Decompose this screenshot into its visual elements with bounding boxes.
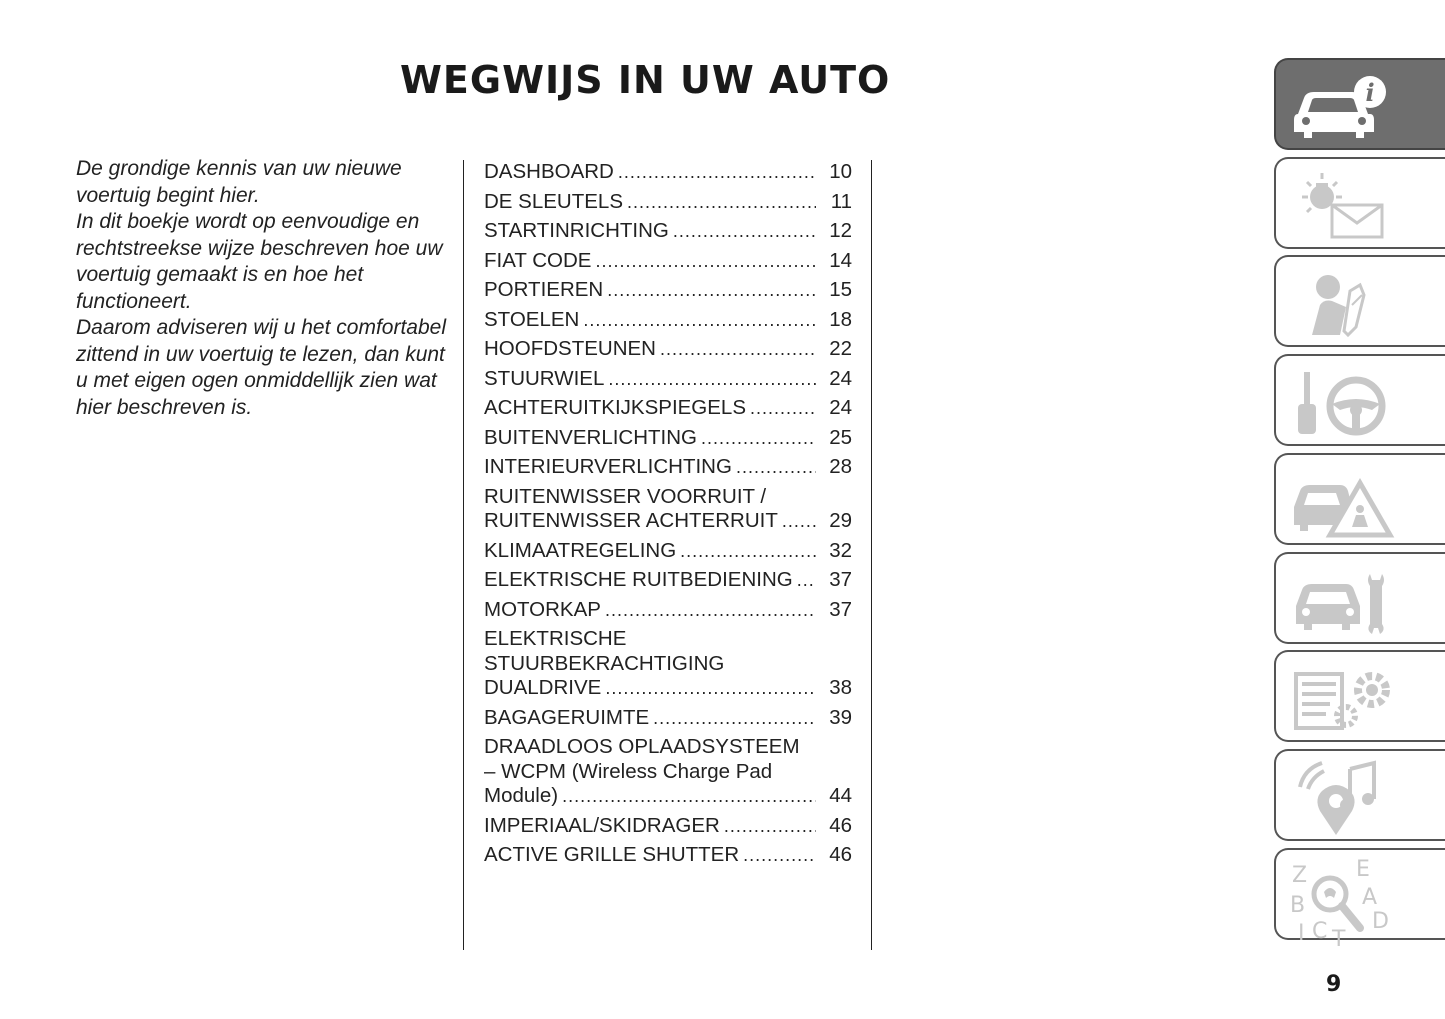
toc-entry[interactable] bbox=[484, 485, 852, 534]
toc-entry-page: 10 bbox=[829, 160, 852, 183]
toc-dot-leader bbox=[583, 308, 816, 333]
toc-entry-label: PORTIEREN bbox=[484, 278, 604, 301]
toc-entry-page: 46 bbox=[829, 813, 852, 837]
toc-dot-leader bbox=[680, 539, 816, 564]
toc-entry-page: 24 bbox=[829, 396, 852, 419]
toc-entry[interactable] bbox=[484, 814, 852, 839]
toc-dot-leader bbox=[750, 396, 816, 421]
toc-entry-line: ELEKTRISCHE bbox=[484, 627, 627, 650]
toc-entry[interactable] bbox=[484, 568, 852, 593]
toc-entry-line: RUITENWISSER VOORRUIT / bbox=[484, 484, 767, 508]
toc-entry[interactable] bbox=[484, 278, 852, 303]
index-letter: D bbox=[1372, 909, 1389, 934]
column-divider bbox=[463, 160, 464, 950]
toc-entry-page: 28 bbox=[829, 455, 852, 478]
tab-index[interactable] bbox=[1274, 848, 1445, 948]
index-letter: A bbox=[1362, 885, 1378, 910]
car-maintenance-icon bbox=[1290, 562, 1400, 638]
toc-entry-label: KLIMAATREGELING bbox=[484, 538, 677, 562]
toc-entry[interactable] bbox=[484, 627, 852, 701]
toc-dot-leader bbox=[736, 455, 816, 480]
toc-entry[interactable] bbox=[484, 219, 852, 244]
toc-entry[interactable] bbox=[484, 190, 852, 215]
intro-paragraph: In dit boekje wordt op eenvoudige en rechtstreekse wijze beschreven hoe uw voertuig gemaakt is en hoe het functioneert. bbox=[76, 210, 443, 313]
toc-entry-page: 22 bbox=[829, 337, 852, 360]
toc-entry-label: MOTORKAP bbox=[484, 597, 601, 621]
toc-entry-page: 24 bbox=[829, 366, 852, 390]
toc-entry-label: BUITENVERLICHTING bbox=[484, 425, 697, 449]
tab-technical-data[interactable] bbox=[1274, 650, 1445, 742]
toc-dot-leader bbox=[608, 367, 816, 392]
toc-dot-leader bbox=[562, 784, 816, 809]
svg-text:i: i bbox=[1365, 78, 1375, 107]
toc-entry-page: 12 bbox=[829, 219, 852, 242]
tab-warning-lights[interactable] bbox=[1274, 157, 1445, 249]
toc-entry[interactable] bbox=[484, 539, 852, 564]
toc-entry-line: – WCPM (Wireless Charge Pad bbox=[484, 759, 773, 783]
toc-entry[interactable] bbox=[484, 735, 852, 809]
toc-dot-leader bbox=[724, 814, 816, 839]
index-letter: E bbox=[1356, 858, 1370, 882]
toc-dot-leader bbox=[743, 843, 816, 868]
index-letter: B bbox=[1290, 893, 1306, 918]
toc-entry[interactable] bbox=[484, 455, 852, 480]
toc-dot-leader bbox=[660, 337, 816, 362]
toc-entry-label: RUITENWISSER ACHTERRUIT bbox=[484, 509, 778, 532]
tab-safety[interactable] bbox=[1274, 255, 1445, 347]
toc-entry-label: Module) bbox=[484, 784, 559, 807]
tab-emergency[interactable] bbox=[1274, 453, 1445, 545]
index-letter: I bbox=[1298, 921, 1305, 946]
toc-entry-line: DRAADLOOS OPLAADSYSTEEM bbox=[484, 735, 800, 758]
toc-dot-leader bbox=[673, 219, 816, 244]
alphabetical-index-icon bbox=[1290, 858, 1400, 948]
toc-dot-leader bbox=[595, 249, 816, 274]
toc-entry[interactable] bbox=[484, 367, 852, 392]
toc-entry-line: STUURBEKRACHTIGING bbox=[484, 651, 725, 675]
table-of-contents bbox=[484, 160, 852, 873]
toc-entry-label: STOELEN bbox=[484, 307, 580, 331]
toc-dot-leader bbox=[607, 278, 816, 303]
emergency-triangle-icon bbox=[1290, 463, 1400, 539]
toc-entry-label: FIAT CODE bbox=[484, 248, 592, 272]
toc-entry[interactable] bbox=[484, 706, 852, 731]
toc-entry-label: STARTINRICHTING bbox=[484, 219, 669, 242]
toc-entry[interactable] bbox=[484, 843, 852, 868]
toc-entry-page: 14 bbox=[829, 248, 852, 272]
toc-dot-leader bbox=[605, 598, 816, 623]
toc-entry-label: IMPERIAAL/SKIDRAGER bbox=[484, 813, 720, 837]
toc-entry[interactable] bbox=[484, 426, 852, 451]
toc-entry[interactable] bbox=[484, 308, 852, 333]
index-letter: C bbox=[1312, 919, 1328, 944]
tab-car-info[interactable] bbox=[1274, 58, 1445, 150]
toc-entry[interactable] bbox=[484, 249, 852, 274]
tab-starting-driving[interactable] bbox=[1274, 354, 1445, 446]
toc-entry-page: 38 bbox=[829, 676, 852, 699]
toc-entry[interactable] bbox=[484, 337, 852, 362]
toc-dot-leader bbox=[653, 706, 816, 731]
toc-entry[interactable] bbox=[484, 598, 852, 623]
toc-entry-label: DE SLEUTELS bbox=[484, 189, 623, 213]
safety-airbag-icon bbox=[1290, 265, 1400, 341]
warning-lights-icon bbox=[1290, 167, 1400, 243]
toc-entry-label: ACHTERUITKIJKSPIEGELS bbox=[484, 396, 747, 419]
toc-entry-label: ACTIVE GRILLE SHUTTER bbox=[484, 843, 740, 866]
toc-entry-page: 44 bbox=[829, 784, 852, 807]
multimedia-icon bbox=[1290, 759, 1400, 835]
intro-paragraph: Daarom adviseren wij u het comfortabel zittend in uw voertuig te lezen, dan kunt u met eigen ogen onmiddellijk zien wat hier beschreven is. bbox=[76, 316, 447, 419]
toc-entry-label: ELEKTRISCHE RUITBEDIENING bbox=[484, 568, 793, 591]
toc-entry-page: 37 bbox=[829, 568, 852, 591]
column-divider bbox=[871, 160, 872, 950]
toc-entry-label: HOOFDSTEUNEN bbox=[484, 337, 656, 360]
toc-dot-leader bbox=[627, 190, 816, 215]
toc-entry-page: 46 bbox=[829, 843, 852, 866]
toc-dot-leader bbox=[797, 568, 816, 593]
intro-paragraph: De grondige kennis van uw nieuwe voertuig begint hier. bbox=[76, 157, 402, 207]
toc-dot-leader bbox=[605, 676, 816, 701]
toc-entry-page: 18 bbox=[829, 307, 852, 331]
toc-entry-page: 15 bbox=[829, 278, 852, 301]
page-title: WEGWIJS IN UW AUTO bbox=[400, 58, 891, 102]
toc-entry[interactable] bbox=[484, 160, 852, 185]
tab-maintenance[interactable] bbox=[1274, 552, 1445, 644]
toc-entry-page: 11 bbox=[830, 189, 852, 213]
page-number: 9 bbox=[1326, 972, 1342, 997]
toc-entry[interactable] bbox=[484, 396, 852, 421]
index-letter: T bbox=[1332, 927, 1346, 948]
toc-entry-page: 32 bbox=[829, 538, 852, 562]
toc-entry-page: 37 bbox=[829, 597, 852, 621]
toc-entry-label: INTERIEURVERLICHTING bbox=[484, 455, 732, 478]
toc-entry-label: DASHBOARD bbox=[484, 160, 614, 183]
key-steering-wheel-icon bbox=[1290, 364, 1400, 440]
toc-entry-page: 39 bbox=[829, 705, 852, 729]
toc-entry-page: 29 bbox=[829, 509, 852, 532]
toc-dot-leader bbox=[701, 426, 816, 451]
toc-entry-label: STUURWIEL bbox=[484, 366, 605, 390]
toc-entry-label: BAGAGERUIMTE bbox=[484, 705, 650, 729]
toc-dot-leader bbox=[782, 509, 816, 534]
toc-entry-label: DUALDRIVE bbox=[484, 676, 602, 699]
technical-data-icon bbox=[1290, 660, 1400, 736]
intro-text bbox=[76, 156, 456, 421]
toc-entry-page: 25 bbox=[829, 425, 852, 449]
index-letter: Z bbox=[1292, 863, 1308, 888]
tab-multimedia[interactable] bbox=[1274, 749, 1445, 841]
toc-dot-leader bbox=[618, 160, 816, 185]
car-info-icon bbox=[1290, 68, 1400, 144]
